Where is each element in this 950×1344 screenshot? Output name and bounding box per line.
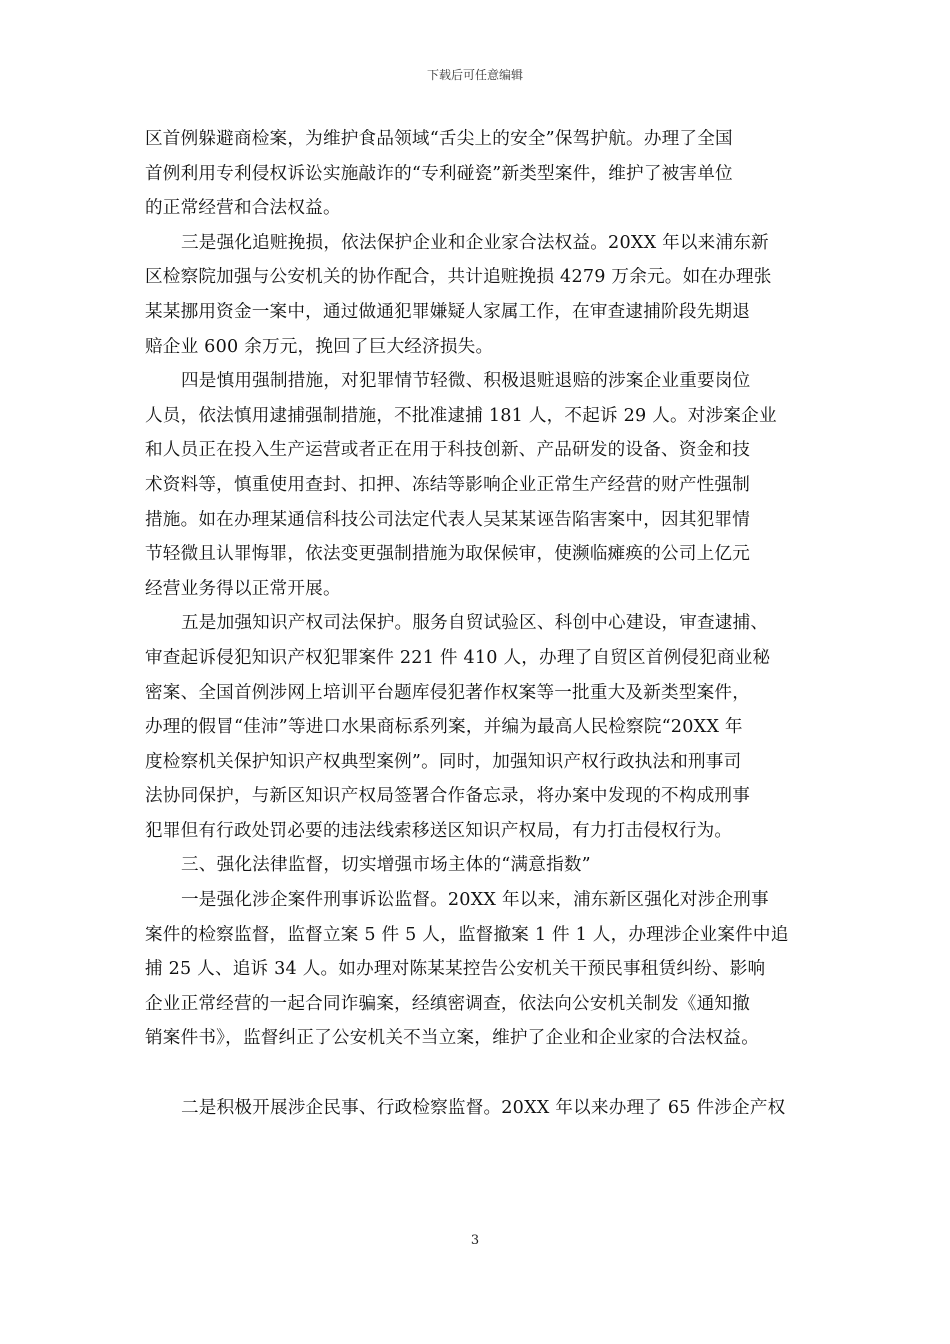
text-line: 某某挪用资金一案中，通过做通犯罪嫌疑人家属工作，在审查逮捕阶段先期退 — [145, 301, 750, 322]
text-line: 法协同保护，与新区知识产权局签署合作备忘录，将办案中发现的不构成刑事 — [145, 786, 750, 807]
text-line: 办理的假冒“佳沛”等进口水果商标系列案，并编为最高人民检察院“20XX 年 — [145, 717, 743, 738]
text-line: 节轻微且认罪悔罪，依法变更强制措施为取保候审，使濒临瘫痪的公司上亿元 — [145, 544, 750, 565]
paragraph — [145, 883, 815, 1056]
text-line: 案件的检察监督，监督立案 5 件 5 人，监督撤案 1 件 1 人，办理涉企业案件中追 — [145, 924, 789, 945]
text-line: 企业正常经营的一起合同诈骗案，经缜密调查，依法向公安机关制发《通知撤 — [145, 993, 750, 1014]
paragraph — [145, 606, 815, 848]
paragraph — [145, 364, 815, 606]
text-line: 区检察院加强与公安机关的协作配合，共计追赃挽损 4279 万余元。如在办理张 — [145, 267, 772, 288]
page-header: 下载后可任意编辑 — [426, 68, 523, 82]
text-line: 赔企业 600 余万元，挽回了巨大经济损失。 — [145, 336, 494, 357]
text-line: 二是积极开展涉企民事、行政检察监督。20XX 年以来办理了 65 件涉企产权 — [181, 1097, 786, 1118]
text-line: 五是加强知识产权司法保护。服务自贸试验区、科创中心建设，审查逮捕、 — [181, 613, 769, 634]
paragraph-gap — [145, 1056, 815, 1091]
text-line: 首例利用专利侵权诉讼实施敲诈的“专利碰瓷”新类型案件，维护了被害单位 — [145, 163, 733, 184]
text-line: 术资料等，慎重使用查封、扣押、冻结等影响企业正常生产经营的财产性强制 — [145, 474, 750, 495]
text-line: 犯罪但有行政处罚必要的违法线索移送区知识产权局，有力打击侵权行为。 — [145, 820, 733, 841]
text-line: 一是强化涉企案件刑事诉讼监督。20XX 年以来，浦东新区强化对涉企刑事 — [181, 890, 769, 911]
text-line: 密案、全国首例涉网上培训平台题库侵犯著作权案等一批重大及新类型案件， — [145, 682, 750, 703]
text-line: 审查起诉侵犯知识产权犯罪案件 221 件 410 人，办理了自贸区首例侵犯商业秘 — [145, 647, 771, 668]
text-line: 捕 25 人、追诉 34 人。如办理对陈某某控告公安机关干预民事租赁纠纷、影响 — [145, 959, 766, 980]
text-line: 三是强化追赃挽损，依法保护企业和企业家合法权益。20XX 年以来浦东新 — [181, 232, 769, 253]
paragraph — [145, 848, 815, 883]
text-line: 措施。如在办理某通信科技公司法定代表人吴某某诬告陷害案中，因其犯罪情 — [145, 509, 750, 530]
text-line: 四是慎用强制措施，对犯罪情节轻微、积极退赃退赔的涉案企业重要岗位 — [181, 371, 751, 392]
paragraph — [145, 122, 815, 226]
text-line: 度检察机关保护知识产权典型案例”。同时，加强知识产权行政执法和刑事司 — [145, 751, 742, 772]
paragraph — [145, 226, 815, 364]
text-line: 人员，依法慎用逮捕强制措施，不批准逮捕 181 人，不起诉 29 人。对涉案企业 — [145, 405, 777, 426]
text-line: 的正常经营和合法权益。 — [145, 198, 341, 219]
text-line: 三、强化法律监督，切实增强市场主体的“满意指数” — [181, 855, 591, 876]
text-line: 销案件书》，监督纠正了公安机关不当立案，维护了企业和企业家的合法权益。 — [145, 1028, 759, 1049]
page-number: 3 — [470, 1233, 480, 1248]
paragraph — [145, 1091, 815, 1126]
text-line: 经营业务得以正常开展。 — [145, 578, 341, 599]
document-body — [145, 122, 815, 1125]
text-line: 区首例躲避商检案，为维护食品领域“舌尖上的安全”保驾护航。办理了全国 — [145, 129, 733, 149]
text-line: 和人员正在投入生产运营或者正在用于科技创新、产品研发的设备、资金和技 — [145, 440, 750, 461]
